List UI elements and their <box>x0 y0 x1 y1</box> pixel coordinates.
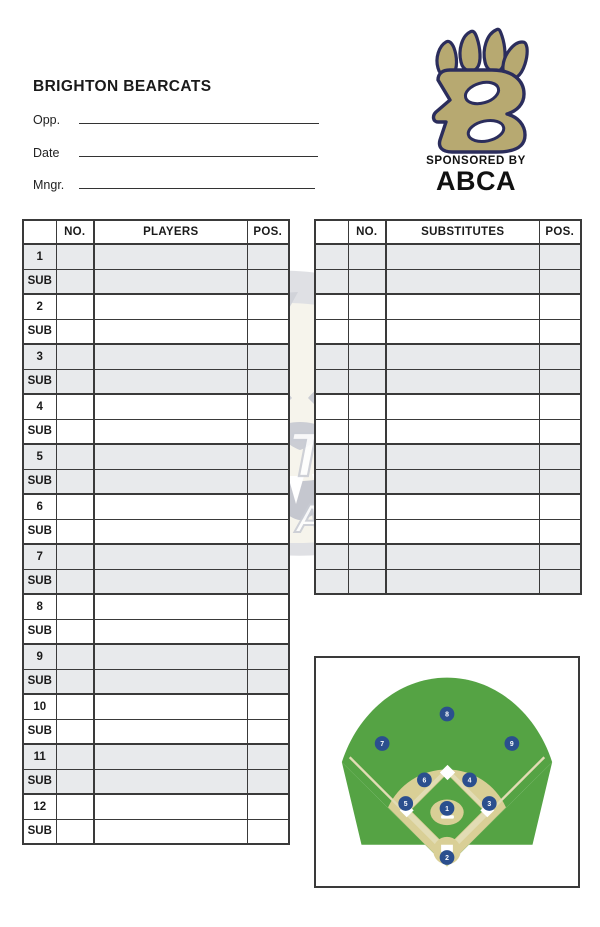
lineup-header-order <box>23 220 56 244</box>
subs-row-number[interactable] <box>348 469 386 494</box>
subs-row-label <box>315 444 348 469</box>
lineup-row-position[interactable] <box>247 794 289 819</box>
lineup-row-label: 2 <box>23 294 56 319</box>
lineup-row-label: SUB <box>23 769 56 794</box>
lineup-row-position[interactable] <box>247 569 289 594</box>
lineup-row-player[interactable] <box>94 619 247 644</box>
lineup-row-position[interactable] <box>247 344 289 369</box>
subs-row-number[interactable] <box>348 519 386 544</box>
subs-row-position[interactable] <box>539 244 581 269</box>
opponent-label: Opp. <box>33 113 61 127</box>
lineup-row-number[interactable] <box>56 694 94 719</box>
lineup-row-position[interactable] <box>247 319 289 344</box>
subs-row-label <box>315 544 348 569</box>
lineup-row-player[interactable] <box>94 369 247 394</box>
subs-row-player[interactable] <box>386 469 539 494</box>
subs-row-position[interactable] <box>539 519 581 544</box>
subs-header-order <box>315 220 348 244</box>
subs-row-number[interactable] <box>348 344 386 369</box>
lineup-row-label: SUB <box>23 619 56 644</box>
lineup-row-player[interactable] <box>94 544 247 569</box>
lineup-row-number[interactable] <box>56 319 94 344</box>
table-row <box>23 444 289 469</box>
manager-field-row <box>33 178 315 192</box>
lineup-row-number[interactable] <box>56 744 94 769</box>
lineup-row-position[interactable] <box>247 519 289 544</box>
lineup-row-position[interactable] <box>247 444 289 469</box>
lineup-row-number[interactable] <box>56 794 94 819</box>
subs-row-number[interactable] <box>348 394 386 419</box>
lineup-row-player[interactable] <box>94 319 247 344</box>
subs-row-number[interactable] <box>348 369 386 394</box>
subs-header-substitutes: SUBSTITUTES <box>386 220 539 244</box>
table-row <box>23 369 289 394</box>
subs-row-number[interactable] <box>348 319 386 344</box>
subs-row-label <box>315 394 348 419</box>
lineup-row-position[interactable] <box>247 619 289 644</box>
position-marker-left-field[interactable] <box>375 736 390 751</box>
table-row <box>23 269 289 294</box>
lineup-header-pos: POS. <box>247 220 289 244</box>
lineup-header-row <box>23 220 289 244</box>
lineup-row-player[interactable] <box>94 294 247 319</box>
subs-table-body <box>315 244 581 594</box>
lineup-row-label: 3 <box>23 344 56 369</box>
lineup-row-label: 12 <box>23 794 56 819</box>
lineup-row-position[interactable] <box>247 694 289 719</box>
position-marker-right-field[interactable] <box>504 736 519 751</box>
page-title: BRIGHTON BEARCATS <box>33 78 212 95</box>
lineup-row-number[interactable] <box>56 444 94 469</box>
table-row <box>315 394 581 419</box>
lineup-row-label: SUB <box>23 569 56 594</box>
table-row <box>315 319 581 344</box>
lineup-row-position[interactable] <box>247 819 289 844</box>
subs-row-player[interactable] <box>386 269 539 294</box>
subs-row-position[interactable] <box>539 544 581 569</box>
date-label: Date <box>33 146 60 160</box>
lineup-row-position[interactable] <box>247 269 289 294</box>
subs-row-player[interactable] <box>386 544 539 569</box>
position-marker-third-base[interactable] <box>398 796 413 811</box>
lineup-row-label: SUB <box>23 669 56 694</box>
lineup-row-player[interactable] <box>94 744 247 769</box>
subs-row-label <box>315 494 348 519</box>
lineup-row-player[interactable] <box>94 819 247 844</box>
marker-label: 6 <box>422 777 427 785</box>
lineup-row-number[interactable] <box>56 419 94 444</box>
table-row <box>23 544 289 569</box>
lineup-header-players: PLAYERS <box>94 220 247 244</box>
subs-row-position[interactable] <box>539 444 581 469</box>
pitchers-rubber <box>441 815 454 818</box>
subs-row-number[interactable] <box>348 419 386 444</box>
lineup-row-position[interactable] <box>247 719 289 744</box>
subs-row-position[interactable] <box>539 394 581 419</box>
subs-row-player[interactable] <box>386 569 539 594</box>
subs-row-label <box>315 419 348 444</box>
table-row <box>23 419 289 444</box>
lineup-row-number[interactable] <box>56 669 94 694</box>
lineup-row-label: SUB <box>23 819 56 844</box>
lineup-row-label: 9 <box>23 644 56 669</box>
subs-row-player[interactable] <box>386 244 539 269</box>
table-row <box>315 294 581 319</box>
table-row <box>23 319 289 344</box>
lineup-row-label: 11 <box>23 744 56 769</box>
table-row <box>23 694 289 719</box>
lineup-row-number[interactable] <box>56 819 94 844</box>
substitutes-table <box>314 219 582 595</box>
table-row <box>23 744 289 769</box>
subs-row-position[interactable] <box>539 369 581 394</box>
sponsor-logo-block <box>372 26 580 196</box>
subs-row-number[interactable] <box>348 269 386 294</box>
lineup-row-number[interactable] <box>56 494 94 519</box>
subs-row-position[interactable] <box>539 419 581 444</box>
lineup-row-player[interactable] <box>94 769 247 794</box>
subs-row-player[interactable] <box>386 294 539 319</box>
lineup-row-position[interactable] <box>247 369 289 394</box>
manager-label: Mngr. <box>33 178 65 192</box>
subs-row-number[interactable] <box>348 544 386 569</box>
subs-row-player[interactable] <box>386 369 539 394</box>
marker-label: 1 <box>445 806 449 814</box>
date-field-row <box>33 146 318 160</box>
subs-row-player[interactable] <box>386 344 539 369</box>
lineup-row-player[interactable] <box>94 394 247 419</box>
subs-row-number[interactable] <box>348 294 386 319</box>
subs-row-label <box>315 319 348 344</box>
table-row <box>315 244 581 269</box>
subs-row-position[interactable] <box>539 269 581 294</box>
lineup-row-number[interactable] <box>56 719 94 744</box>
lineup-row-position[interactable] <box>247 394 289 419</box>
lineup-row-position[interactable] <box>247 594 289 619</box>
lineup-row-position[interactable] <box>247 419 289 444</box>
position-marker-shortstop[interactable] <box>417 772 432 787</box>
lineup-row-label: SUB <box>23 369 56 394</box>
lineup-row-player[interactable] <box>94 569 247 594</box>
subs-header-no: NO. <box>348 220 386 244</box>
lineup-row-player[interactable] <box>94 244 247 269</box>
table-row <box>315 544 581 569</box>
subs-row-label <box>315 469 348 494</box>
subs-row-number[interactable] <box>348 244 386 269</box>
position-marker-pitcher[interactable] <box>440 801 455 816</box>
lineup-row-number[interactable] <box>56 394 94 419</box>
table-row <box>23 769 289 794</box>
marker-label: 8 <box>445 711 449 719</box>
lineup-row-player[interactable] <box>94 794 247 819</box>
table-row <box>23 294 289 319</box>
lineup-row-label: 5 <box>23 444 56 469</box>
table-row <box>315 269 581 294</box>
subs-row-position[interactable] <box>539 494 581 519</box>
lineup-row-number[interactable] <box>56 369 94 394</box>
subs-row-player[interactable] <box>386 444 539 469</box>
table-row <box>23 244 289 269</box>
lineup-row-label: 4 <box>23 394 56 419</box>
opponent-field-row <box>33 113 319 127</box>
lineup-row-number[interactable] <box>56 769 94 794</box>
subs-row-player[interactable] <box>386 494 539 519</box>
subs-row-label <box>315 244 348 269</box>
marker-label: 7 <box>380 741 385 749</box>
subs-row-label <box>315 369 348 394</box>
lineup-row-player[interactable] <box>94 519 247 544</box>
lineup-row-position[interactable] <box>247 744 289 769</box>
lineup-row-player[interactable] <box>94 419 247 444</box>
lineup-row-label: 10 <box>23 694 56 719</box>
lineup-row-label: SUB <box>23 269 56 294</box>
date-write-line[interactable] <box>79 156 318 157</box>
lineup-table-body <box>23 244 289 844</box>
lineup-row-number[interactable] <box>56 294 94 319</box>
subs-row-label <box>315 344 348 369</box>
field-svg <box>316 658 578 886</box>
table-row <box>315 444 581 469</box>
sponsor-name: ABCA <box>436 166 516 196</box>
subs-row-number[interactable] <box>348 569 386 594</box>
table-row <box>315 419 581 444</box>
lineup-row-position[interactable] <box>247 669 289 694</box>
subs-row-position[interactable] <box>539 469 581 494</box>
lineup-row-position[interactable] <box>247 244 289 269</box>
lineup-row-player[interactable] <box>94 719 247 744</box>
subs-row-position[interactable] <box>539 319 581 344</box>
lineup-table <box>22 219 290 845</box>
marker-label: 4 <box>467 777 472 785</box>
lineup-row-number[interactable] <box>56 469 94 494</box>
lineup-row-player[interactable] <box>94 269 247 294</box>
subs-row-player[interactable] <box>386 419 539 444</box>
lineup-row-label: 7 <box>23 544 56 569</box>
table-row <box>23 794 289 819</box>
table-row <box>23 494 289 519</box>
subs-row-label <box>315 519 348 544</box>
lineup-row-label: SUB <box>23 519 56 544</box>
lineup-row-number[interactable] <box>56 644 94 669</box>
manager-write-line[interactable] <box>79 188 315 189</box>
subs-row-number[interactable] <box>348 494 386 519</box>
subs-row-player[interactable] <box>386 394 539 419</box>
subs-header-row <box>315 220 581 244</box>
lineup-row-number[interactable] <box>56 519 94 544</box>
lineup-row-position[interactable] <box>247 494 289 519</box>
table-row <box>23 519 289 544</box>
lineup-header-no: NO. <box>56 220 94 244</box>
marker-label: 5 <box>403 801 408 809</box>
subs-row-position[interactable] <box>539 344 581 369</box>
lineup-row-number[interactable] <box>56 594 94 619</box>
lineup-row-player[interactable] <box>94 594 247 619</box>
lineup-row-label: SUB <box>23 719 56 744</box>
lineup-row-position[interactable] <box>247 644 289 669</box>
lineup-row-number[interactable] <box>56 619 94 644</box>
lineup-row-player[interactable] <box>94 644 247 669</box>
lineup-row-player[interactable] <box>94 694 247 719</box>
marker-label: 3 <box>487 801 492 809</box>
subs-row-player[interactable] <box>386 519 539 544</box>
lineup-row-number[interactable] <box>56 269 94 294</box>
lineup-row-player[interactable] <box>94 669 247 694</box>
lineup-row-label: 8 <box>23 594 56 619</box>
lineup-row-number[interactable] <box>56 344 94 369</box>
table-row <box>315 494 581 519</box>
lineup-row-label: SUB <box>23 469 56 494</box>
lineup-row-player[interactable] <box>94 444 247 469</box>
table-row <box>315 469 581 494</box>
subs-row-player[interactable] <box>386 319 539 344</box>
lineup-row-player[interactable] <box>94 494 247 519</box>
table-row <box>23 394 289 419</box>
table-row <box>23 344 289 369</box>
subs-row-label <box>315 269 348 294</box>
lineup-row-number[interactable] <box>56 244 94 269</box>
table-row <box>23 594 289 619</box>
subs-row-label <box>315 569 348 594</box>
lineup-row-label: 6 <box>23 494 56 519</box>
table-row <box>315 344 581 369</box>
lineup-row-position[interactable] <box>247 769 289 794</box>
table-row <box>315 369 581 394</box>
subs-row-position[interactable] <box>539 569 581 594</box>
bearcat-claw-b-logo <box>408 26 544 154</box>
table-row <box>23 819 289 844</box>
lineup-row-label: SUB <box>23 419 56 444</box>
lineup-row-label: 1 <box>23 244 56 269</box>
subs-row-position[interactable] <box>539 294 581 319</box>
lineup-row-number[interactable] <box>56 569 94 594</box>
table-row <box>315 519 581 544</box>
table-row <box>23 619 289 644</box>
lineup-row-position[interactable] <box>247 469 289 494</box>
baseball-field-diagram <box>314 656 580 888</box>
table-row <box>23 669 289 694</box>
table-row <box>23 569 289 594</box>
position-marker-center-field[interactable] <box>440 707 455 722</box>
table-row <box>23 719 289 744</box>
subs-row-label <box>315 294 348 319</box>
marker-label: 2 <box>445 855 449 863</box>
lineup-row-player[interactable] <box>94 344 247 369</box>
lineup-row-position[interactable] <box>247 294 289 319</box>
position-marker-second-base[interactable] <box>462 772 477 787</box>
table-row <box>23 644 289 669</box>
table-row <box>23 469 289 494</box>
lineup-row-position[interactable] <box>247 544 289 569</box>
sponsored-by-label: SPONSORED BY <box>426 155 526 167</box>
lineup-row-player[interactable] <box>94 469 247 494</box>
marker-label: 9 <box>509 741 514 749</box>
lineup-row-number[interactable] <box>56 544 94 569</box>
subs-row-number[interactable] <box>348 444 386 469</box>
subs-header-pos: POS. <box>539 220 581 244</box>
lineup-row-label: SUB <box>23 319 56 344</box>
position-marker-catcher[interactable] <box>440 850 455 865</box>
table-row <box>315 569 581 594</box>
position-marker-first-base[interactable] <box>482 796 497 811</box>
opponent-write-line[interactable] <box>79 123 319 124</box>
